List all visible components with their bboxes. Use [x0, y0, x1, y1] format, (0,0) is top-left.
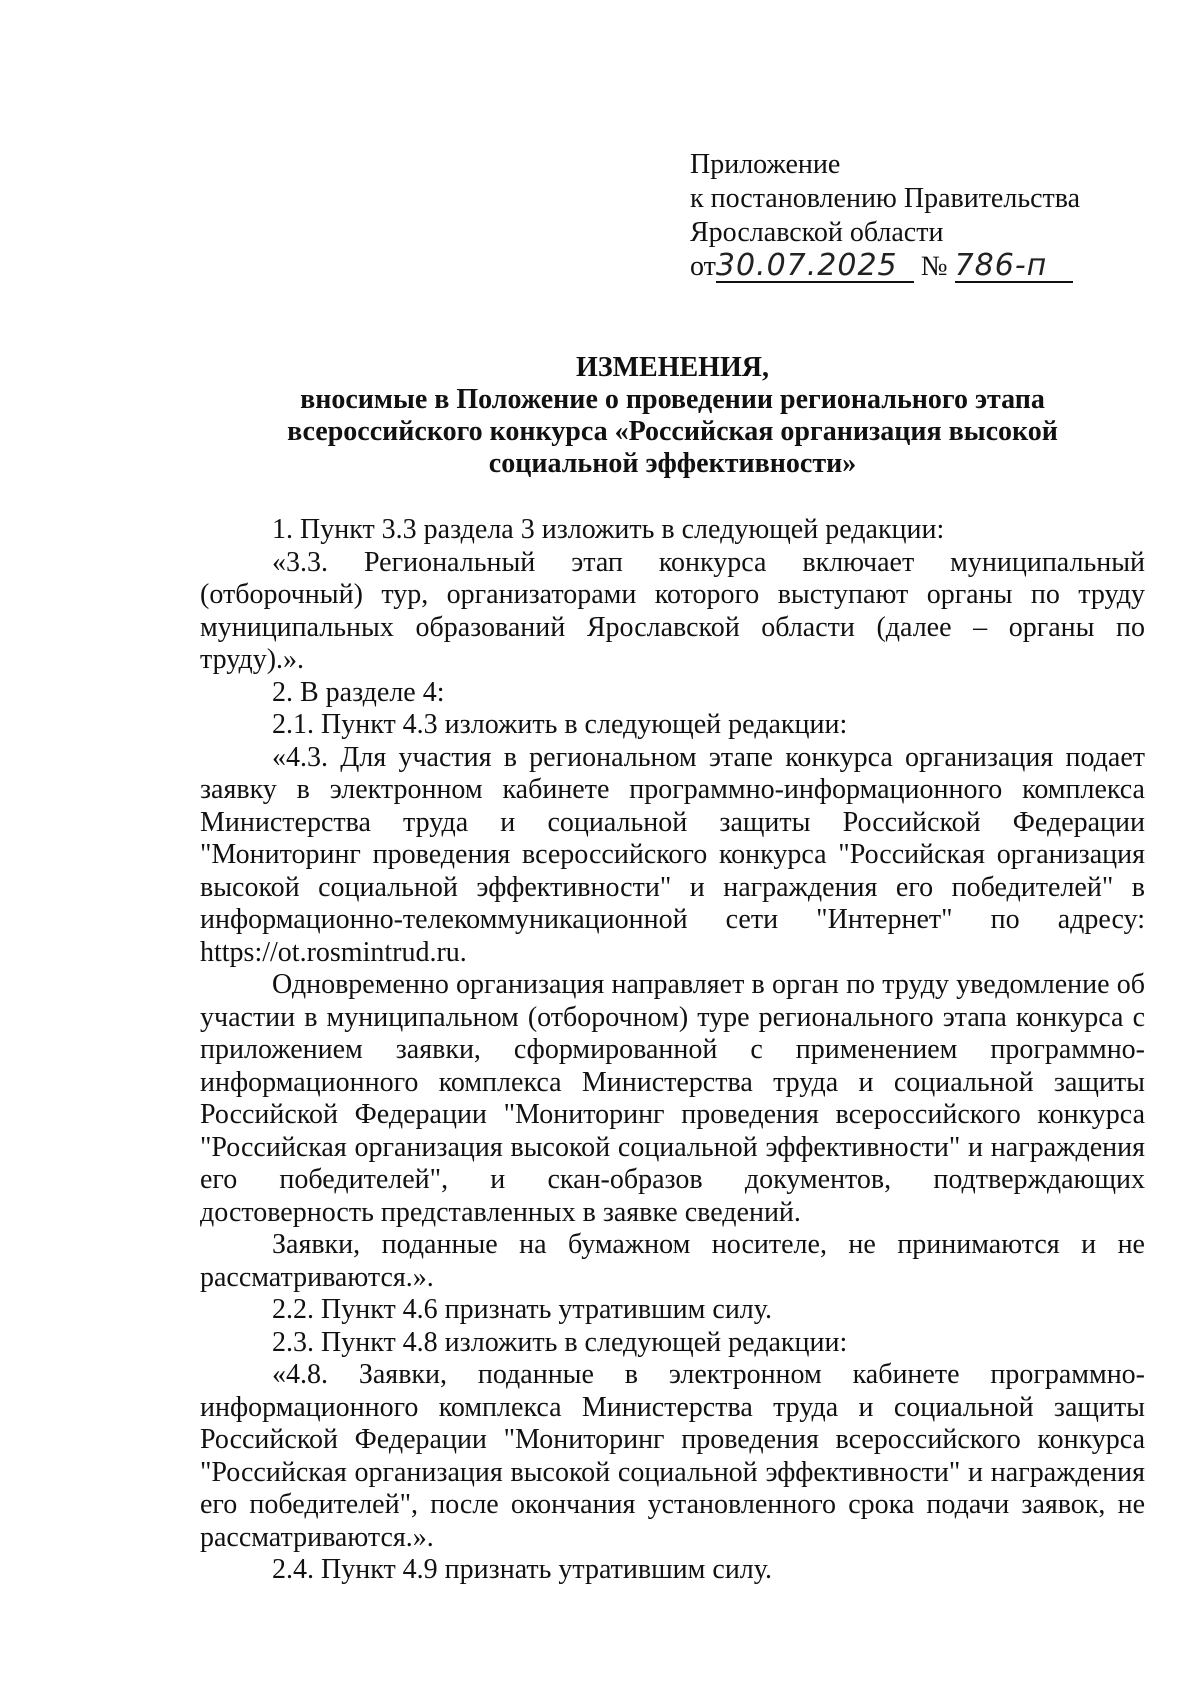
paragraph-8: 2.2. Пункт 4.6 признать утратившим силу. — [272, 1294, 772, 1325]
appendix-header — [690, 148, 1080, 284]
paragraph-5: «4.3. Для участия в региональном этапе конкурса организация подает заявку в электронном кабинете программно-информационного комплекса Министерства труда и социальной защиты Российской Федерации "Мониторинг проведения всероссийского конкурса "Российская организация высокой социальной эффективности" и награждения его победителей" в информационно-телекоммуникационной сети "Интернет" по адресу: https://ot.rosmintrud.ru. — [200, 741, 1145, 968]
paragraph-11: 2.4. Пункт 4.9 признать утратившим силу. — [272, 1554, 772, 1585]
document-title — [200, 352, 1145, 480]
paragraph-9: 2.3. Пункт 4.8 изложить в следующей редакции: — [272, 1326, 848, 1358]
handwritten-number: 786-п — [955, 251, 1073, 283]
paragraph-1: 1. Пункт 3.3 раздела 3 изложить в следующей редакции: — [272, 514, 945, 545]
handwritten-date: 30.07.2025 — [716, 251, 914, 283]
from-label: от — [690, 251, 716, 282]
paragraph-6: Одновременно организация направляет в орган по труду уведомление об участии в муниципальном (отборочном) туре регионального этапа конкурса с приложением заявки, сформированной с применением программно-информационного комплекса Министерства труда и социальной защиты Российской Федерации "Мониторинг проведения всероссийского конкурса "Российская организация высокой социальной эффективности" и награждения его победителей", и скан-образов документов, подтверждающих достоверность представленных в заявке сведений. — [200, 969, 1145, 1228]
appendix-line-1: Приложение — [690, 149, 841, 180]
appendix-line-3: Ярославской области — [690, 217, 944, 248]
appendix-line-2: к постановлению Правительства — [690, 183, 1081, 214]
number-label: № — [920, 251, 948, 282]
title-line-2: всероссийского конкурса «Российская организация высокой — [287, 416, 1058, 447]
paragraph-7: Заявки, поданные на бумажном носителе, не принимаются и не рассматриваются.». — [200, 1229, 1145, 1293]
paragraph-3: 2. В разделе 4: — [272, 676, 445, 708]
title-line-1: вносимые в Положение о проведении регионального этапа — [300, 384, 1045, 415]
appendix-date-number-line — [690, 250, 1080, 284]
paragraph-10: «4.8. Заявки, поданные в электронном кабинете программно-информационного комплекса Министерства труда и социальной защиты Российской Федерации "Мониторинг проведения всероссийского конкурса "Российская организация высокой социальной эффективности" и награждения его победителей", после окончания установленного срока подачи заявок, не рассматриваются.». — [200, 1359, 1145, 1553]
title-line-3: социальной эффективности» — [488, 448, 857, 479]
document-body — [200, 514, 1145, 1587]
paragraph-4: 2.1. Пункт 4.3 изложить в следующей редакции: — [272, 709, 848, 740]
paragraph-2: «3.3. Региональный этап конкурса включает муниципальный (отборочный) тур, организаторами которого выступают органы по труду муниципальных образований Ярославской области (далее – органы по труду).». — [200, 546, 1145, 675]
title-main: ИЗМЕНЕНИЯ, — [576, 352, 769, 383]
